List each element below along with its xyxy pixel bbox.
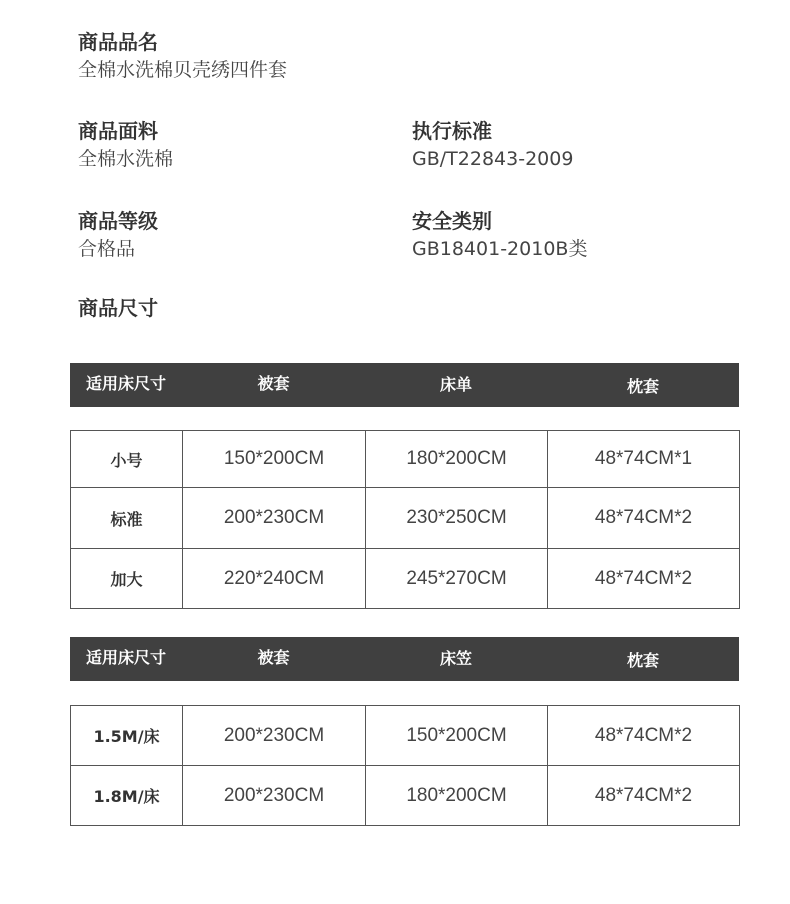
table2-cell-duvet: 200*230CM <box>183 766 366 826</box>
table1 <box>70 430 740 609</box>
table2-cell-pillowcase: 48*74CM*2 <box>548 706 740 766</box>
table1-cell-sheet: 180*200CM <box>366 431 548 488</box>
grade-label: 商品等级 <box>78 209 158 233</box>
table1-cell-sheet: 245*270CM <box>366 549 548 609</box>
table1-header-duvet: 被套 <box>257 374 290 393</box>
standard-value: GB/T22843-2009 <box>412 148 574 170</box>
table2-header-bed-size: 适用床尺寸 <box>85 648 166 667</box>
table1-cell-pillowcase: 48*74CM*1 <box>548 431 740 488</box>
table2-header <box>70 637 739 681</box>
size-field <box>78 294 158 322</box>
table1-cell-size: 加大 <box>71 549 183 609</box>
safety-label: 安全类别 <box>412 209 492 233</box>
material-label: 商品面料 <box>78 119 158 143</box>
table1-cell-duvet: 220*240CM <box>183 549 366 609</box>
table1-header <box>70 363 739 407</box>
table-row <box>71 431 740 488</box>
table2-cell-duvet: 200*230CM <box>183 706 366 766</box>
table2-cell-fitted-sheet: 150*200CM <box>366 706 548 766</box>
table1-cell-size: 小号 <box>71 431 183 488</box>
table1-cell-size: 标准 <box>71 488 183 549</box>
table1-cell-duvet: 150*200CM <box>183 431 366 488</box>
table1-cell-sheet: 230*250CM <box>366 488 548 549</box>
table2 <box>70 705 740 826</box>
product-name-field <box>78 28 287 84</box>
table2-header-duvet: 被套 <box>257 648 290 667</box>
table1-header-pillowcase: 枕套 <box>626 377 659 396</box>
table2-cell-size: 1.5M/床 <box>71 706 183 766</box>
product-name-value: 全棉水洗棉贝壳绣四件套 <box>78 59 288 81</box>
table2-cell-pillowcase: 48*74CM*2 <box>548 766 740 826</box>
size-label: 商品尺寸 <box>78 296 158 320</box>
table-row <box>71 766 740 826</box>
table2-cell-size: 1.8M/床 <box>71 766 183 826</box>
table-row <box>71 549 740 609</box>
safety-field <box>412 207 587 263</box>
table-row <box>71 488 740 549</box>
material-field <box>78 117 173 173</box>
standard-label: 执行标准 <box>412 119 492 143</box>
grade-value: 合格品 <box>78 238 136 260</box>
table2-cell-fitted-sheet: 180*200CM <box>366 766 548 826</box>
table1-cell-pillowcase: 48*74CM*2 <box>548 488 740 549</box>
table2-header-fitted-sheet: 床笠 <box>439 649 472 668</box>
safety-value: GB18401-2010B类 <box>412 238 588 260</box>
table1-cell-pillowcase: 48*74CM*2 <box>548 549 740 609</box>
table1-header-sheet: 床单 <box>439 375 472 394</box>
product-name-label: 商品品名 <box>78 30 158 54</box>
table1-cell-duvet: 200*230CM <box>183 488 366 549</box>
material-value: 全棉水洗棉 <box>78 148 174 170</box>
table1-header-bed-size: 适用床尺寸 <box>85 374 166 393</box>
standard-field <box>412 117 573 173</box>
grade-field <box>78 207 158 263</box>
table-row <box>71 706 740 766</box>
table2-header-pillowcase: 枕套 <box>626 651 659 670</box>
